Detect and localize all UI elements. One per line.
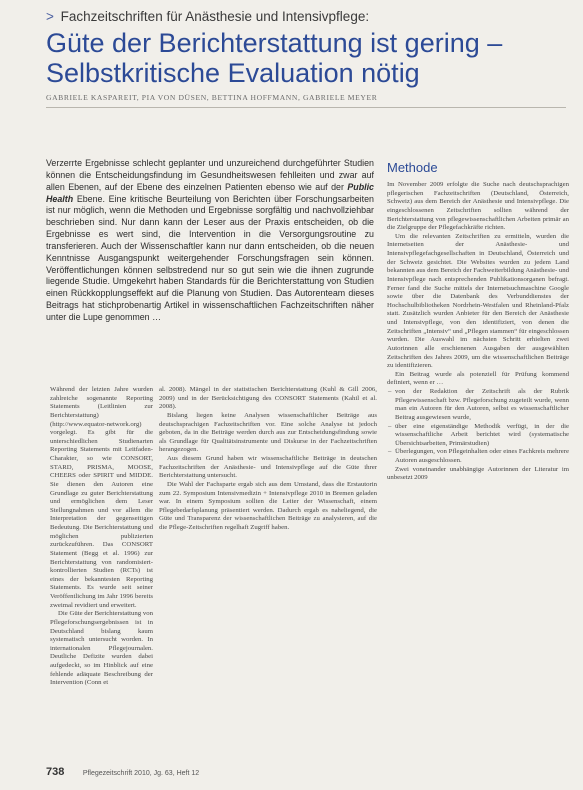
list-item: – über eine eigenständige Methodik verfügt, in der die wissenschaftliche Arbeit berichtet wird (systematische Übersichtsarbeiten, Primärstudien) [395, 423, 569, 449]
paragraph: al. 2008). Mängel in der statistischen Berichterstattung (Kuhl & Gill 2006, 2009) und in der Berücksichtigung des CONSORT Statements (Kahil et al. 2008). [159, 386, 377, 411]
section-heading-methode: Methode [387, 160, 438, 175]
paragraph: Im November 2009 erfolgte die Suche nach deutschsprachigen pflegerischen Fachzeitschriften (Deutschland, Österreich, Schweiz) aus dem Bereich der Anästhesie und Intensivpflege. Die eingeschlossenen Zeitschriften sollten während der Berichterstattung von pflegewissenschaftlichen Arbeiten primär an die Zielgruppe der Pflegefachkräfte richten. [387, 181, 569, 232]
author-list: GABRIELE KASPAREIT, PIA VON DÜSEN, BETTINA HOFFMANN, GABRIELE MEYER [46, 93, 378, 102]
kicker-text: Fachzeitschriften für Anästhesie und Intensivpflege: [60, 9, 370, 24]
body-column-2 [159, 386, 377, 661]
body-column-3 [387, 181, 569, 759]
article-title [46, 28, 566, 88]
header-divider [46, 107, 566, 108]
journal-citation: Pflegezeitschrift 2010, Jg. 63, Heft 12 [82, 770, 200, 777]
paragraph: Um die relevanten Zeitschriften zu ermitteln, wurden die Internetseiten der Anästhesie- und Intensivpflegefachgesellschaften in Deutschland, Österreich und der Schweiz gesichtet. Die Websites wurden zu jedem Land bekannten aus dem Bereich der Fachweiterbildung Anästhesie- und Intensivpflege nach entsprechenden Publikationsorganen befragt. Ferner fand die Suche mittels der Internetsuchmaschine Google sowie über die Datenbank des Verbunddienstes der Hochschulbibliotheken Nordrhein-Westfalen und Rheinland-Pfalz statt. Zusätzlich wurden Anbieter für den Bereich der Anästhesie und Intensivpflege, von den identifiziert, von denen die Zeitschriften „Intensiv“ und „Pflegen stammen“ für eingeschlossen wurden. Die Auswahl im nächsten Schritt erhielten zwei Autorinnen alle erschienenen Ausgaben der ausgewählten Zeitschriften des Jahres 2009, um die wissenschaftlichen Beiträge zu identifizieren. [387, 232, 569, 370]
paragraph: Bislang liegen keine Analysen wissenschaftlicher Beiträge aus deutschsprachigen Fachzeitschriften vor. Eine solche Analyse ist jedoch geboten, da in die Beiträge werden durch aus zur Entscheidungsfindung sowie als Grundlage für Qualitätsinstrumente und Diskurse in der Fachzeitschriften herangezogen. [159, 411, 377, 454]
paragraph: Ein Beitrag wurde als potenziell für Prüfung kommend definiert, wenn er … [387, 370, 569, 387]
title-line-1: Güte der Berichterstattung ist gering – [46, 28, 503, 58]
page-number: 738 [46, 766, 65, 778]
title-line-2: Selbstkritische Evaluation nötig [46, 58, 420, 88]
chevron-right-icon: > [46, 9, 54, 24]
paragraph: Zwei voneinander unabhängige Autorinnen der Literatur im unbesetzt 2009 [387, 465, 569, 482]
criteria-list [387, 388, 569, 466]
lead-text-2: Ebene. Eine kritische Beurteilung von Berichten über Forschungsarbeiten ist nur möglich, wenn die Methoden und Ergebnisse sorgfältig und nachvollziehbar beschrieben sind. Nur dann kann der Leser aus der Praxis entscheiden, ob die Ergebnisse es wert sind, die Intervention in die Versorgungsroutine zu transferieren. Auch der Wissenschaftler kann nur dann entscheiden, ob die neuen Kenntnisse Ausgangspunkt weitergehender Forschungsfragen sein können. Veröffentlichungen können selbstredend nur so gut sein wie die ihnen zugrunde liegende Studie. Umgekehrt haben Standards für die Berichterstattung von Studien einen Rückkopplungseffekt auf die Planung von Studien. Das Autorenteam dieses Beitrags hat stichprobenartig Artikel in wissenschaftlichen Fachzeitschriften näher unter die Lupe genommen … [46, 193, 374, 322]
paragraph: Während der letzten Jahre wurden zahlreiche sogenannte Reporting Statements (Leitlinien zur Berichterstattung) (http://www.equator-network.org) vorgelegt. Es gibt für die unterschiedlichen Studienarten Reporting Statements mit Leitfaden-Charakter, so wie CONSORT, STARD, PRISMA, MOOSE, CHEERS oder SPIRIT und MIDDE. Sie dienen den Autoren eine Grundlage zu guter Berichterstattung und ermöglichen dem Leser Stellungnahmen und vor allem die Interpretation der gegenseitigen Bedeutung. Die Berichterstattung und möglichen publizierten zurückzuführen. Das CONSORT Statement (Begg et al. 1996) zur Berichterstattung von randomisiert-kontrollierten Studien (RCTs) ist eines der bekanntesten Reporting Statements. Es wurde seit seiner Veröffentlichung im Jahr 1996 bereits zweimal revidiert und erweitert. [50, 386, 153, 609]
body-column-1 [50, 386, 153, 756]
paragraph: Aus diesem Grund haben wir wissenschaftliche Beiträge in deutschen Fachzeitschriften der Anästhesie- und Intensivpflege auf die Güte ihrer Berichterstattung untersucht. [159, 455, 377, 480]
paragraph: Die Wahl der Fachsparte ergab sich aus dem Umstand, dass die Erstautorin zum 22. Symposium Intensivmedizin + Intensivpflege 2010 in Bremen geladen war. In einem Symposium sollten die Leiter der Wissenschaft, einem Pflegebedarfsplanung präsentiert werden. Dadurch ergab es naheliegend, die Güte und Transparenz der wissenschaftlichen Beiträge zu analysieren, auf die die Pflege-Zeitschriften regelhaft Zugriff haben. [159, 480, 377, 531]
kicker-line [46, 9, 566, 24]
lead-text-1: Verzerrte Ergebnisse schlecht geplanter und unzureichend durchgeführter Studien können die Entscheidungsfindung im Gesundheitswesen fehlleiten und zwar auf allen Ebenen, auf der Ebene des einzelnen Patienten ebenso wie auf der [46, 158, 374, 192]
list-item: – Überlegungen, von Pflegeinhalten oder eines Fachkreis mehrere Autoren ausgeschlossen. [395, 448, 569, 465]
lead-emphasis: Public Health [46, 181, 374, 204]
page-footer [46, 762, 570, 780]
paragraph: Die Güte der Berichterstattung von Pflegeforschungsergebnissen ist in Deutschland bislang kaum systematisch untersucht worden. In internationalen Pflegejournalen. Deutliche Defizite wurden dabei aufgedeckt, so im Hinblick auf eine fehlende adäquate Beschreibung der Intervention (Conn et [50, 610, 153, 687]
lead-paragraph [46, 158, 374, 324]
list-item: – von der Redaktion der Zeitschrift als der Rubrik Pflegewissenschaft bzw. Pflegeforschung zugeteilt wurde, wenn man ein Autoren für den Autoren, selbst es wissenschaftlicher Beitrag ausgewiesen wurde, [395, 388, 569, 423]
